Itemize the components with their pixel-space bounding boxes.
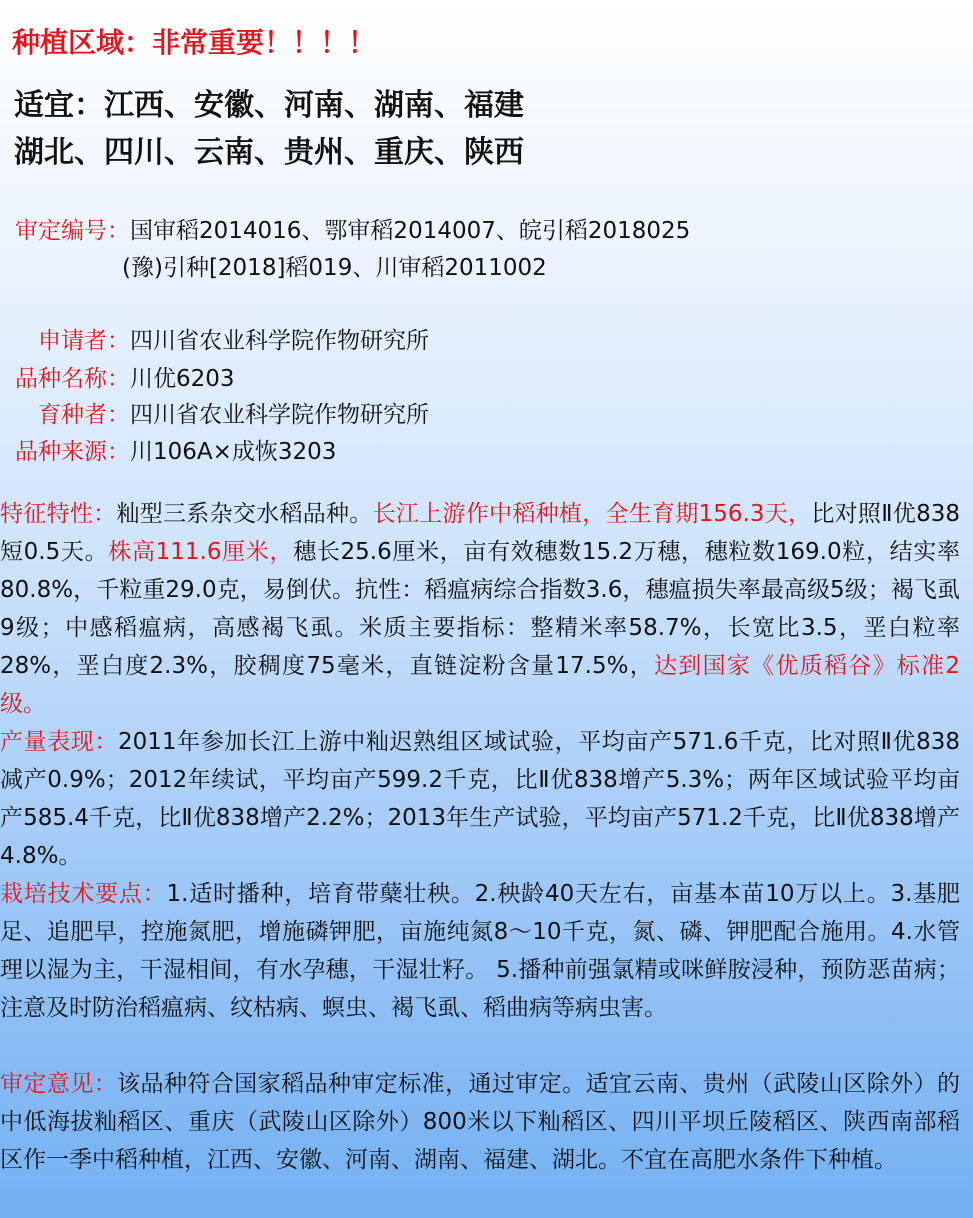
yield-text: 2011年参加长江上游中籼迟熟组区域试验，平均亩产571.6千克，比对照Ⅱ优838减产0.9%；2012年续试，平均亩产599.2千克，比Ⅱ优838增产5.3%；两年区域试验平均亩产585.4千克，比Ⅱ优838增产2.2%；2013年生产试验，平均亩产571.2千克，比Ⅱ优838增产4.8%。 [0,729,961,869]
features-text-2: 比对照Ⅱ优838短0.5天。 [0,501,960,565]
breeder-row [0,399,429,431]
cultivation-label: 栽培技术要点： [0,881,167,907]
breeder-value: 四川省农业科学院作物研究所 [130,402,429,428]
variety-source-row [0,436,336,468]
approval-opinion-label: 审定意见： [0,1071,118,1097]
variety-name-row [0,363,235,395]
features-highlight-1: 长江上游作中稻种植，全生育期156.3天， [372,501,812,527]
approval-number-label: 审定编号： [15,218,130,244]
breeder-label: 育种者： [38,402,130,428]
approval-opinion-paragraph [0,1065,960,1179]
variety-name-value: 川优6203 [130,366,235,392]
variety-source-label: 品种来源： [15,439,130,465]
yield-paragraph [0,723,960,875]
variety-source-value: 川106A×成恢3203 [130,439,337,465]
variety-name-label: 品种名称： [15,366,130,392]
suitable-regions-line-2: 湖北、四川、云南、贵州、重庆、陕西 [14,135,524,170]
suitable-regions-line-1: 适宜：江西、安徽、河南、湖南、福建 [14,88,524,123]
cultivation-paragraph [0,875,960,1027]
applicant-label: 申请者： [38,328,130,354]
approval-number-value-1: 国审稻2014016、鄂审稻2014007、皖引稻2018025 [130,218,691,244]
yield-label: 产量表现： [0,729,118,755]
cultivation-text: 1.适时播种，培育带蘖壮秧。2.秧龄40天左右，亩基本苗10万以上。3.基肥足、追肥早，控施氮肥，增施磷钾肥，亩施纯氮8～10千克，氮、磷、钾肥配合施用。4.水管理以湿为主，干湿相间，有水孕穗，干湿壮籽。 5.播种前强氯精或咪鲜胺浸种，预防恶苗病；注意及时防治稻瘟病、纹枯病、螟虫、褐飞虱、稻曲病等病虫害。 [0,881,960,1021]
approval-number-row [0,215,690,247]
features-paragraph [0,495,960,723]
features-text-1: 籼型三系杂交水稻品种。 [116,501,373,527]
approval-number-value-2: (豫)引种[2018]稻019、川审稻2011002 [122,255,547,281]
applicant-value: 四川省农业科学院作物研究所 [130,328,429,354]
applicant-row [0,325,429,357]
features-text-3: 穗长25.6厘米，亩有效穗数15.2万穗，穗粒数169.0粒，结实率80.8%，千粒重29.0克，易倒伏。抗性：稻瘟病综合指数3.6，穗瘟损失率最高级5级；褐飞虱9级；中感稻瘟病，高感褐飞虱。米质主要指标：整精米率58.7%，长宽比3.5，垩白粒率28%，垩白度2.3%，胶稠度75毫米，直链淀粉含量17.5%， [0,539,960,679]
approval-opinion-text: 该品种符合国家稻品种审定标准，通过审定。适宜云南、贵州（武陵山区除外）的中低海拔籼稻区、重庆（武陵山区除外）800米以下籼稻区、四川平坝丘陵稻区、陕西南部稻区作一季中稻种植，江西、安徽、河南、湖南、福建、湖北。不宜在高肥水条件下种植。 [0,1071,961,1173]
planting-area-title: 种植区域：非常重要！！！！ [12,26,377,59]
features-label: 特征特性： [0,501,117,527]
features-highlight-2: 株高111.6厘米， [108,539,294,565]
features-highlight-3: 达到国家《优质稻谷》标准2级。 [0,653,960,717]
